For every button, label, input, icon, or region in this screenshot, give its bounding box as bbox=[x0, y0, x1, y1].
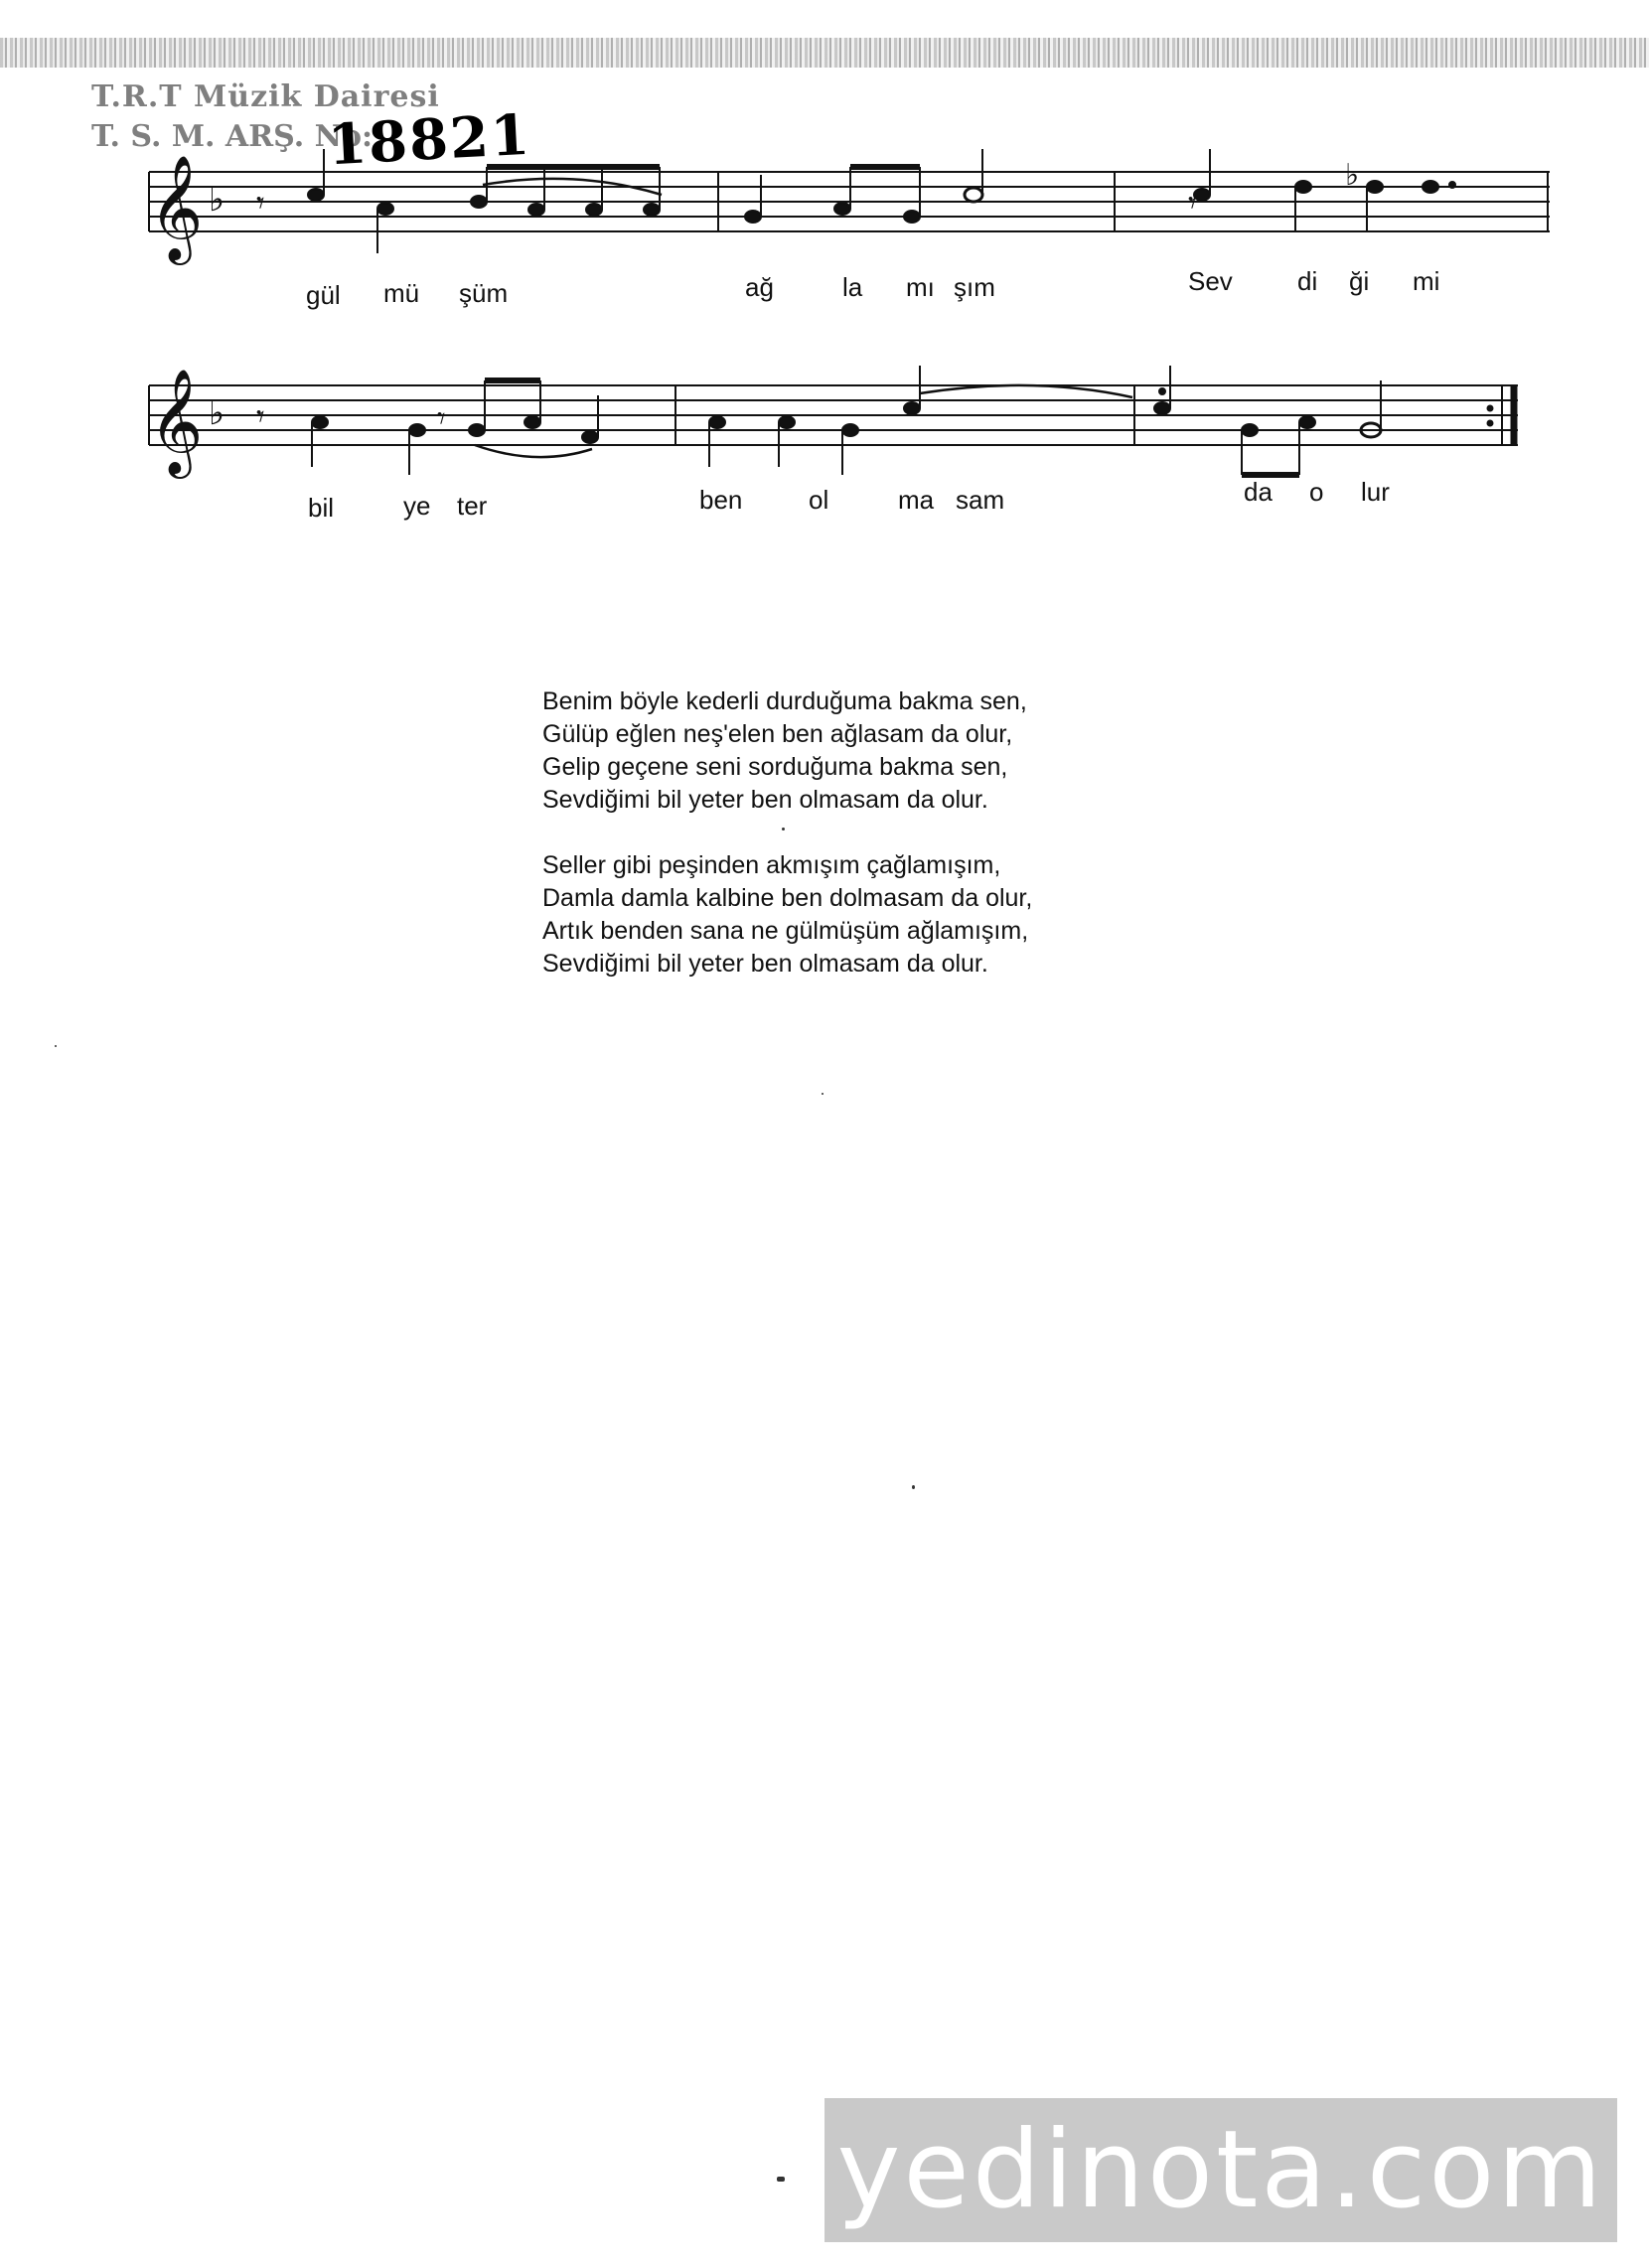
svg-text:𝄾: 𝄾 bbox=[437, 399, 446, 437]
site-watermark bbox=[824, 2098, 1617, 2242]
notes-system-2 bbox=[312, 366, 1381, 475]
lyric-syllable: ol bbox=[809, 485, 829, 515]
lyric-syllable: o bbox=[1309, 477, 1324, 507]
lyric-syllable: ben bbox=[699, 485, 743, 515]
lyric-syllable: mü bbox=[383, 278, 420, 308]
archive-number: 18821 bbox=[326, 101, 533, 179]
svg-text:𝄾: 𝄾 bbox=[1188, 184, 1197, 222]
lyric-syllable: ter bbox=[457, 491, 488, 521]
scan-speck bbox=[912, 1485, 915, 1489]
stamp-archive-label: T. S. M. ARŞ. No: bbox=[91, 119, 374, 154]
verse-line: Damla damla kalbine ben dolmasam da olur, bbox=[542, 884, 1033, 912]
scan-speck bbox=[782, 828, 785, 831]
slur-2 bbox=[475, 445, 592, 457]
treble-clef-icon: 𝄞 bbox=[149, 154, 204, 260]
eighth-rest-icon: 𝄾 bbox=[256, 184, 265, 222]
verse-line: Seller gibi peşinden akmışım çağlamışım, bbox=[542, 851, 1001, 879]
flat-accidental-icon: ♭ bbox=[1345, 158, 1360, 193]
verse-line: Artık benden sana ne gülmüşüm ağlamışım, bbox=[542, 917, 1029, 945]
lyrics-verses bbox=[542, 685, 1032, 1013]
watermark-text: yedinota.com bbox=[836, 2108, 1605, 2232]
verse-stanza-1 bbox=[542, 685, 1032, 817]
lyric-syllable: di bbox=[1297, 266, 1318, 296]
lyric-syllable: lur bbox=[1361, 477, 1390, 507]
lyric-syllable: da bbox=[1244, 477, 1273, 507]
lyric-syllable: şım bbox=[954, 272, 995, 302]
lyric-syllable: mı bbox=[906, 272, 935, 302]
scan-speck bbox=[777, 2177, 785, 2182]
eighth-rest-icon: 𝄾 bbox=[256, 397, 265, 435]
verse-stanza-2 bbox=[542, 849, 1032, 981]
lyric-syllable: sam bbox=[956, 485, 1005, 515]
staff-system-2 bbox=[149, 385, 1518, 445]
stamp-department: T.R.T Müzik Dairesi bbox=[91, 79, 440, 114]
treble-clef-icon: 𝄞 bbox=[149, 368, 204, 474]
repeat-dot-lower bbox=[1487, 420, 1494, 427]
flat-key-signature-icon: ♭ bbox=[209, 393, 225, 433]
flat-key-signature-icon: ♭ bbox=[209, 180, 225, 220]
tie-1 bbox=[920, 385, 1132, 397]
lyric-syllable: ği bbox=[1349, 266, 1370, 296]
verse-line: Gülüp eğlen neş'elen ben ağlasam da olur, bbox=[542, 720, 1013, 748]
scan-speck bbox=[55, 1045, 57, 1047]
lyric-syllable: ma bbox=[898, 485, 935, 515]
repeat-dot-upper bbox=[1487, 405, 1494, 412]
lyric-syllable: Sev bbox=[1188, 266, 1233, 296]
verse-line: Gelip geçene seni sorduğuma bakma sen, bbox=[542, 753, 1008, 781]
verse-line: Benim böyle kederli durduğuma bakma sen, bbox=[542, 687, 1027, 715]
verse-line: Sevdiğimi bil yeter ben olmasam da olur. bbox=[542, 786, 988, 814]
lyric-syllable: bil bbox=[308, 493, 335, 523]
lyric-syllable: mi bbox=[1413, 266, 1440, 296]
lyric-syllable: ağ bbox=[745, 272, 774, 302]
scan-speck bbox=[822, 1093, 824, 1095]
lyric-syllable: gül bbox=[306, 280, 341, 310]
lyric-syllable: la bbox=[842, 272, 863, 302]
lyric-syllable: ye bbox=[403, 491, 431, 521]
lyric-syllable: şüm bbox=[459, 278, 509, 308]
verse-line: Sevdiğimi bil yeter ben olmasam da olur. bbox=[542, 950, 988, 978]
